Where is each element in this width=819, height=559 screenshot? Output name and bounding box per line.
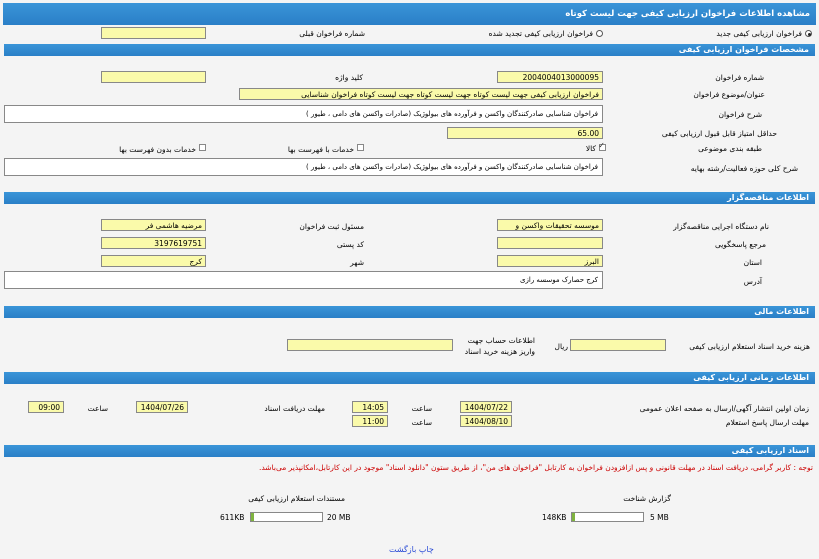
reply-time-field: 11:00 bbox=[352, 415, 388, 427]
doc-cost-field bbox=[570, 339, 666, 351]
reply-hour-label: ساعت bbox=[411, 418, 432, 427]
docs-label: مستندات استعلام ارزیابی کیفی bbox=[248, 494, 345, 503]
docs-progress-fill bbox=[251, 513, 254, 521]
province-field: البرز bbox=[497, 255, 603, 267]
section-financial-header: اطلاعات مالی bbox=[4, 306, 815, 318]
report-progress-fill bbox=[572, 513, 575, 521]
report-label: گزارش شناخت bbox=[623, 494, 671, 503]
scope-box: فراخوان شناسایی صادرکنندگان واکسن و فرآورده های بیولوژیک (صادرات واکسن های دامی ، طیور ) bbox=[4, 158, 603, 176]
report-max-label: 5 MB bbox=[650, 513, 669, 522]
receive-date-field: 1404/07/26 bbox=[136, 401, 188, 413]
keyword-label: کلید واژه bbox=[335, 73, 363, 82]
subject-label: عنوان/موضوع فراخوان bbox=[693, 90, 765, 99]
subject-field: فراخوان ارزیابی کیفی جهت لیست کوتاه جهت لیست کوتاه جهت لیست کوتاه فراخوان شناسایی bbox=[239, 88, 603, 100]
services-with-list-label: خدمات با فهرست بها bbox=[287, 145, 354, 154]
min-score-field: 65.00 bbox=[447, 127, 603, 139]
doc-cost-label: هزینه خرید اسناد استعلام ارزیابی کیفی bbox=[689, 342, 810, 351]
category-label: طبقه بندی موضوعی bbox=[698, 144, 762, 153]
publish-hour-label: ساعت bbox=[411, 404, 432, 413]
publish-time-field: 14:05 bbox=[352, 401, 388, 413]
currency-label: ریال bbox=[554, 342, 568, 351]
call-number-field: 2004004013000095 bbox=[497, 71, 603, 83]
org-label: نام دستگاه اجرایی مناقصه‌گزار bbox=[673, 222, 769, 231]
goods-label: کالا bbox=[585, 144, 596, 153]
org-field: موسسه تحقیقات واکسن و bbox=[497, 219, 603, 231]
docs-progress-bar bbox=[250, 512, 323, 522]
postal-code-label: کد پستی bbox=[336, 240, 364, 249]
renewal-evaluation-radio[interactable] bbox=[596, 30, 603, 37]
report-progress-bar bbox=[571, 512, 644, 522]
description-box: فراخوان شناسایی صادرکنندگان واکسن و فرآورده های بیولوژیک (صادرات واکسن های دامی ، طیور ) bbox=[4, 105, 603, 123]
new-evaluation-radio[interactable] bbox=[805, 30, 812, 37]
postal-code-field: 3197619751 bbox=[101, 237, 206, 249]
account-label-2: واریز هزینه خرید اسناد bbox=[464, 347, 535, 356]
city-label: شهر bbox=[350, 258, 364, 267]
keyword-field[interactable] bbox=[101, 71, 206, 83]
receive-time-field: 09:00 bbox=[28, 401, 64, 413]
section-tenderer-header: اطلاعات مناقصه‌گزار bbox=[4, 192, 815, 204]
prev-number-field[interactable] bbox=[101, 27, 206, 39]
report-size-label: 148KB bbox=[542, 513, 567, 522]
check-icon: ✓ bbox=[598, 141, 605, 150]
section-documents-header: اسناد ارزیابی کیفی bbox=[4, 445, 815, 457]
page-title: مشاهده اطلاعات فراخوان ارزیابی کیفی جهت لیست کوتاه bbox=[3, 3, 816, 25]
description-label: شرح فراخوان bbox=[718, 110, 762, 119]
scope-label: شرح کلی حوزه فعالیت/رشته بهایه bbox=[690, 164, 798, 173]
address-box: کرج حصارک موسسه رازی bbox=[4, 271, 603, 289]
services-with-list-checkbox[interactable] bbox=[357, 144, 364, 151]
docs-size-label: 611KB bbox=[220, 513, 245, 522]
prev-number-label: شماره فراخوان قبلی bbox=[299, 29, 365, 38]
section-call-details-header: مشخصات فراخوان ارزیابی کیفی bbox=[4, 44, 815, 56]
reference-field bbox=[497, 237, 603, 249]
call-number-label: شماره فراخوان bbox=[715, 73, 764, 82]
reply-deadline-label: مهلت ارسال پاسخ استعلام bbox=[725, 418, 809, 427]
services-without-list-label: خدمات بدون فهرست بها bbox=[119, 145, 196, 154]
section-timing-header: اطلاعات زمانی ارزیابی کیفی bbox=[4, 372, 815, 384]
address-label: آدرس bbox=[743, 277, 762, 286]
services-without-list-checkbox[interactable] bbox=[199, 144, 206, 151]
print-back-link[interactable]: چاپ بازگشت bbox=[389, 545, 434, 554]
officer-label: مسئول ثبت فراخوان bbox=[299, 222, 364, 231]
renewal-evaluation-label: فراخوان ارزیابی کیفی تجدید شده bbox=[488, 29, 593, 38]
receive-hour-label: ساعت bbox=[87, 404, 108, 413]
reply-date-field: 1404/08/10 bbox=[460, 415, 512, 427]
min-score-label: حداقل امتیاز قابل قبول ارزیابی کیفی bbox=[661, 129, 777, 138]
account-label-1: اطلاعات حساب جهت bbox=[467, 336, 535, 345]
account-field bbox=[287, 339, 453, 351]
officer-field: مرضیه هاشمی فر bbox=[101, 219, 206, 231]
download-note: توجه : کاربر گرامی، دریافت اسناد در مهلت قانونی و پس ازافزودن فراخوان به کارتابل "فراخوان های من"، از طریق ستون "دانلود اسناد" موجود در این کارتابل،امکانپذیر می‌باشد. bbox=[258, 463, 813, 472]
reference-label: مرجع پاسخگویی bbox=[714, 240, 766, 249]
receive-deadline-label: مهلت دریافت اسناد bbox=[264, 404, 325, 413]
new-evaluation-label: فراخوان ارزیابی کیفی جدید bbox=[716, 29, 802, 38]
docs-max-label: 20 MB bbox=[327, 513, 351, 522]
publish-time-label: زمان اولین انتشار آگهی/ارسال به صفحه اعلان عمومی bbox=[639, 404, 809, 413]
province-label: استان bbox=[743, 258, 762, 267]
publish-date-field: 1404/07/22 bbox=[460, 401, 512, 413]
city-field: کرج bbox=[101, 255, 206, 267]
